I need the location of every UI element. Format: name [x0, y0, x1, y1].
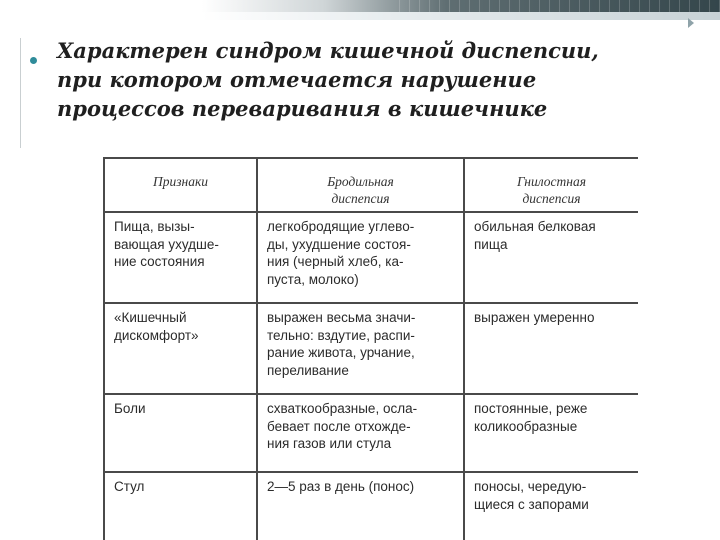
cell-line: Боли [114, 401, 146, 416]
cell-line: бевает после отхожде- [267, 418, 411, 434]
cell-sign [104, 472, 257, 540]
cell-line: Стул [114, 479, 145, 494]
header-fermentation [257, 158, 464, 212]
cell-line: легкобродящие углево- [267, 219, 415, 234]
slide-top-bar [0, 0, 720, 22]
corner-arrow-icon [688, 18, 694, 28]
cell-line: ния газов или стула [267, 436, 392, 451]
cell-line: переливание [267, 362, 349, 378]
cell-line: коликообразные [474, 418, 578, 434]
dyspepsia-table-container [103, 157, 638, 540]
cell-line: «Кишечный [114, 310, 187, 325]
heading-line: Характерен синдром кишечной диспепсии, [57, 38, 599, 63]
heading-line: процессов переваривания в кишечнике [57, 96, 548, 121]
cell-line: ние состояния [114, 254, 205, 269]
header-putrefactive-line: диспепсия [522, 191, 581, 206]
header-fermentation-line: Бродильная [327, 174, 394, 189]
cell-line: 2—5 раз в день (понос) [267, 479, 415, 494]
table-row [104, 212, 638, 303]
cell-line: выражен весьма значи- [267, 310, 416, 325]
cell-putrefactive [464, 394, 638, 472]
cell-line: поносы, чередую- [474, 479, 587, 494]
cell-sign [104, 303, 257, 394]
cell-fermentation [257, 212, 464, 303]
left-divider [20, 38, 21, 148]
cell-line: ния (черный хлеб, ка- [267, 254, 404, 269]
cell-line: постоянные, реже [474, 401, 588, 416]
cell-line: щиеся с запорами [474, 496, 589, 512]
cell-fermentation [257, 472, 464, 540]
cell-fermentation [257, 303, 464, 394]
cell-line: тельно: вздутие, распи- [267, 327, 415, 343]
header-signs [104, 158, 257, 212]
cell-line: вающая ухудше- [114, 236, 219, 252]
cell-line: ды, ухудшение состоя- [267, 236, 411, 252]
table-row [104, 394, 638, 472]
cell-line: обильная белковая [474, 219, 596, 234]
dyspepsia-table [103, 157, 638, 540]
cell-putrefactive [464, 212, 638, 303]
cell-sign [104, 394, 257, 472]
cell-line: рание живота, урчание, [267, 345, 415, 360]
cell-line: Пища, вызы- [114, 219, 195, 234]
table-row [104, 472, 638, 540]
header-fermentation-line: диспепсия [331, 191, 390, 206]
table-header-row [104, 158, 638, 212]
top-bar-stripes [390, 0, 720, 12]
cell-putrefactive [464, 303, 638, 394]
cell-line: пуста, молоко) [267, 271, 359, 287]
bullet-dot-icon [30, 57, 37, 64]
cell-line: схваткообразные, осла- [267, 401, 418, 416]
cell-line: выражен умеренно [474, 310, 595, 325]
top-bar-light-band [0, 12, 720, 20]
cell-sign [104, 212, 257, 303]
slide-heading [57, 36, 707, 123]
header-putrefactive-line: Гнилостная [517, 174, 586, 189]
heading-line: при котором отмечается нарушение [57, 67, 537, 92]
header-signs-label: Признаки [152, 174, 209, 189]
cell-fermentation [257, 394, 464, 472]
cell-line: дискомфорт» [114, 327, 199, 343]
cell-putrefactive [464, 472, 638, 540]
cell-line: пища [474, 236, 508, 252]
table-row [104, 303, 638, 394]
header-putrefactive [464, 158, 638, 212]
